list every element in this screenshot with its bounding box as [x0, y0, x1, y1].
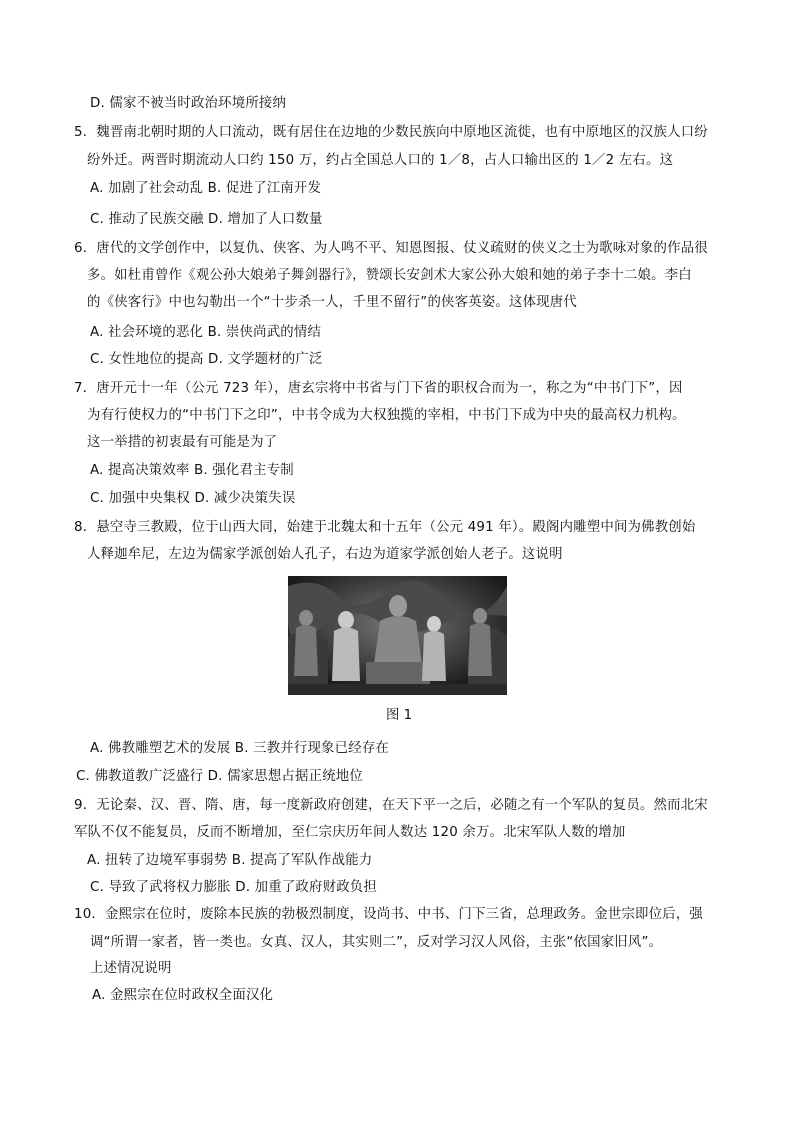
option-line: C. 女性地位的提高 D. 文学题材的广泛 — [90, 352, 323, 367]
question-5-line: 纷外迁。两晋时期流动人口约 150 万，约占全国总人口的 1／8，占人口输出区的 1／2 左右。这 — [87, 153, 674, 168]
question-5-line: 5．魏晋南北朝时期的人口流动，既有居住在边地的少数民族向中原地区流徙，也有中原地区的汉族人口纷 — [74, 125, 708, 140]
option-line: A. 提高决策效率 B. 强化君主专制 — [90, 463, 294, 478]
option-line: A. 扭转了边境军事弱势 B. 提高了军队作战能力 — [87, 853, 373, 868]
question-10-line: 调“所谓一家者，皆一类也。女真、汉人，其实则二”，反对学习汉人风俗，主张“依国家旧风”。 — [90, 935, 663, 950]
question-7-line: 7．唐开元十一年（公元 723 年），唐玄宗将中书省与门下省的职权合而为一，称之为“中书门下”，因 — [74, 381, 683, 396]
question-6-line: 的《侠客行》中也勾勒出一个“十步杀一人，千里不留行”的侠客英姿。这体现唐代 — [87, 295, 577, 310]
statue-illustration — [288, 576, 507, 695]
question-6-line: 多。如杜甫曾作《观公孙大娘弟子舞剑器行》，赞颂长安剑术大家公孙大娘和她的弟子李十二娘。李白 — [87, 268, 692, 283]
question-8-line: 8．悬空寺三教殿，位于山西大同，始建于北魏太和十五年（公元 491 年）。殿阁内雕塑中间为佛教创始 — [74, 520, 696, 535]
question-10-line: 10．金熙宗在位时，废除本民族的勃极烈制度，设尚书、中书、门下三省，总理政务。金世宗即位后，强 — [74, 907, 704, 922]
option-line: C. 推动了民族交融 D. 增加了人口数量 — [90, 212, 323, 227]
option-line: A. 加剧了社会动乱 B. 促进了江南开发 — [90, 181, 322, 196]
option-line: C. 佛教道教广泛盛行 D. 儒家思想占据正统地位 — [76, 769, 363, 784]
question-8-line: 人释迦牟尼，左边为儒家学派创始人孔子，右边为道家学派创始人老子。这说明 — [87, 547, 563, 562]
option-line: C. 加强中央集权 D. 减少决策失误 — [90, 491, 296, 506]
question-6-line: 6．唐代的文学创作中，以复仇、侠客、为人鸣不平、知恩图报、仗义疏财的侠义之士为歌咏对象的作品很 — [74, 241, 708, 256]
figure-caption: 图 1 — [386, 708, 413, 723]
question-10-line: 上述情况说明 — [90, 961, 172, 976]
temple-statues-photo — [288, 576, 507, 695]
option-line: A. 社会环境的恶化 B. 崇侠尚武的情结 — [90, 325, 322, 340]
option-line: A. 金熙宗在位时政权全面汉化 — [92, 988, 274, 1003]
question-7-line: 这一举措的初衷最有可能是为了 — [87, 435, 278, 450]
option-line: C. 导致了武将权力膨胀 D. 加重了政府财政负担 — [90, 880, 377, 895]
question-9-line: 9．无论秦、汉、晋、隋、唐，每一度新政府创建，在天下平一之后，必随之有一个军队的复员。然而北宋 — [74, 798, 708, 813]
option-line: D. 儒家不被当时政治环境所接纳 — [90, 96, 287, 111]
question-9-line: 军队不仅不能复员，反而不断增加，至仁宗庆历年间人数达 120 余万。北宋军队人数的增加 — [74, 825, 626, 840]
question-7-line: 为有行使权力的“中书门下之印”，中书令成为大权独揽的宰相，中书门下成为中央的最高权力机构。 — [87, 408, 686, 423]
option-line: A. 佛教雕塑艺术的发展 B. 三教并行现象已经存在 — [90, 741, 390, 756]
